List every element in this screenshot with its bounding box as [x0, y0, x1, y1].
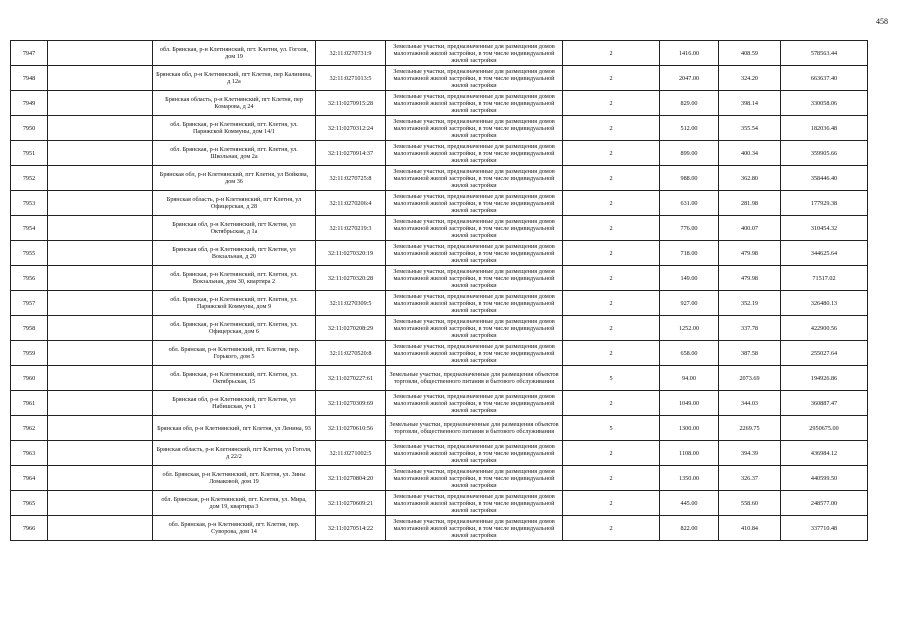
row-number: 7948 — [11, 66, 48, 91]
cadastral-value-cell: 177929.38 — [781, 191, 868, 216]
area-cell: 631.00 — [660, 191, 719, 216]
specific-value-cell: 2073.69 — [719, 366, 781, 391]
cadastral-value-cell: 337710.48 — [781, 516, 868, 541]
address-cell: обл. Брянская, р-н Клетнянский, пгт. Клетня, ул. Парижской Коммуны, дом 9 — [153, 291, 316, 316]
land-use-cell: Земельные участки, предназначенные для размещения домов малоэтажной жилой застройки, в том числе индивидуальной жилой застройки — [386, 466, 563, 491]
table-row — [11, 491, 868, 516]
row-number: 7959 — [11, 341, 48, 366]
group-cell: 2 — [563, 391, 660, 416]
land-use-cell: Земельные участки, предназначенные для размещения домов малоэтажной жилой застройки, в том числе индивидуальной жилой застройки — [386, 216, 563, 241]
cadastral-value-cell: 344625.64 — [781, 241, 868, 266]
specific-value-cell: 344.03 — [719, 391, 781, 416]
blank-cell — [48, 491, 153, 516]
specific-value-cell: 394.39 — [719, 441, 781, 466]
cadastral-value-cell: 422900.56 — [781, 316, 868, 341]
specific-value-cell: 387.58 — [719, 341, 781, 366]
cadastral-value-cell: 194926.86 — [781, 366, 868, 391]
land-use-cell: Земельные участки, предназначенные для размещения домов малоэтажной жилой застройки, в том числе индивидуальной жилой застройки — [386, 91, 563, 116]
table-row — [11, 191, 868, 216]
group-cell: 2 — [563, 241, 660, 266]
cadastral-number-cell: 32:11:0270320:28 — [316, 266, 386, 291]
blank-cell — [48, 291, 153, 316]
group-cell: 2 — [563, 341, 660, 366]
cadastral-value-cell: 359905.66 — [781, 141, 868, 166]
land-use-cell: Земельные участки, предназначенные для размещения домов малоэтажной жилой застройки, в том числе индивидуальной жилой застройки — [386, 191, 563, 216]
group-cell: 2 — [563, 491, 660, 516]
address-cell: обл. Брянская, р-н Клетнянский, пгт. Клетня, ул. Октябрьская, 15 — [153, 366, 316, 391]
table-row — [11, 291, 868, 316]
specific-value-cell: 281.98 — [719, 191, 781, 216]
table-row — [11, 391, 868, 416]
cadastral-value-cell: 358446.40 — [781, 166, 868, 191]
area-cell: 1252.00 — [660, 316, 719, 341]
land-use-cell: Земельные участки, предназначенные для размещения домов малоэтажной жилой застройки, в том числе индивидуальной жилой застройки — [386, 516, 563, 541]
cadastral-value-cell: 248577.00 — [781, 491, 868, 516]
row-number: 7966 — [11, 516, 48, 541]
land-use-cell: Земельные участки, предназначенные для размещения домов малоэтажной жилой застройки, в том числе индивидуальной жилой застройки — [386, 266, 563, 291]
address-cell: Брянская область, р-н Клетнянский, пгт Клетня, пер Комарова, д 24 — [153, 91, 316, 116]
specific-value-cell: 408.59 — [719, 41, 781, 66]
cadastral-number-cell: 32:11:0270915:28 — [316, 91, 386, 116]
group-cell: 5 — [563, 366, 660, 391]
table-row — [11, 166, 868, 191]
area-cell: 1350.00 — [660, 466, 719, 491]
cadastral-value-cell: 663637.40 — [781, 66, 868, 91]
specific-value-cell: 337.78 — [719, 316, 781, 341]
specific-value-cell: 324.20 — [719, 66, 781, 91]
area-cell: 1049.00 — [660, 391, 719, 416]
table-row — [11, 41, 868, 66]
area-cell: 988.00 — [660, 166, 719, 191]
address-cell: обл. Брянская, р-н Клетнянский, пгт. Клетня, ул. Гоголя, дом 19 — [153, 41, 316, 66]
row-number: 7964 — [11, 466, 48, 491]
group-cell: 2 — [563, 291, 660, 316]
table-row — [11, 91, 868, 116]
specific-value-cell: 355.54 — [719, 116, 781, 141]
group-cell: 2 — [563, 66, 660, 91]
land-use-cell: Земельные участки, предназначенные для размещения домов малоэтажной жилой застройки, в том числе индивидуальной жилой застройки — [386, 66, 563, 91]
address-cell: Брянская обл, р-н Клетнянский, пгт Клетня, ул Ленина, 93 — [153, 416, 316, 441]
group-cell: 2 — [563, 441, 660, 466]
address-cell: Брянская обл, р-н Клетнянский, пгт Клетня, ул Войкова, дом 36 — [153, 166, 316, 191]
cadastral-value-cell: 182036.48 — [781, 116, 868, 141]
land-use-cell: Земельные участки, предназначенные для размещения домов малоэтажной жилой застройки, в том числе индивидуальной жилой застройки — [386, 141, 563, 166]
table-row — [11, 266, 868, 291]
row-number: 7962 — [11, 416, 48, 441]
cadastral-number-cell: 32:11:0270520:8 — [316, 341, 386, 366]
specific-value-cell: 479.98 — [719, 241, 781, 266]
table-row — [11, 341, 868, 366]
blank-cell — [48, 191, 153, 216]
cadastral-number-cell: 32:11:0270309:69 — [316, 391, 386, 416]
row-number: 7954 — [11, 216, 48, 241]
group-cell: 2 — [563, 166, 660, 191]
address-cell: обл. Брянская, р-н Клетнянский, пгт. Клетня, ул. Мира, дом 19, квартира 3 — [153, 491, 316, 516]
land-use-cell: Земельные участки, предназначенные для размещения домов малоэтажной жилой застройки, в том числе индивидуальной жилой застройки — [386, 491, 563, 516]
row-number: 7949 — [11, 91, 48, 116]
cadastral-number-cell: 32:11:0270609:21 — [316, 491, 386, 516]
table-row — [11, 441, 868, 466]
address-cell: Брянская обл, р-н Клетнянский, пгт Клетня, ул Набишская, уч 1 — [153, 391, 316, 416]
area-cell: 899.00 — [660, 141, 719, 166]
area-cell: 1108.00 — [660, 441, 719, 466]
group-cell: 2 — [563, 41, 660, 66]
land-use-cell: Земельные участки, предназначенные для размещения домов малоэтажной жилой застройки, в том числе индивидуальной жилой застройки — [386, 291, 563, 316]
area-cell: 718.00 — [660, 241, 719, 266]
group-cell: 2 — [563, 466, 660, 491]
row-number: 7955 — [11, 241, 48, 266]
area-cell: 927.00 — [660, 291, 719, 316]
table-row — [11, 316, 868, 341]
address-cell: обл. Брянская, р-н Клетнянский, пгт. Клетня, пер. Горького, дом 5 — [153, 341, 316, 366]
cadastral-number-cell: 32:11:0270309:5 — [316, 291, 386, 316]
land-use-cell: Земельные участки, предназначенные для размещения домов малоэтажной жилой застройки, в том числе индивидуальной жилой застройки — [386, 391, 563, 416]
cadastral-number-cell: 32:11:0270610:56 — [316, 416, 386, 441]
group-cell: 2 — [563, 516, 660, 541]
table-row — [11, 241, 868, 266]
cadastral-number-cell: 32:11:0270914:37 — [316, 141, 386, 166]
address-cell: Брянская область, р-н Клетнянский, пгт Клетня, ул Офицерская, д 28 — [153, 191, 316, 216]
blank-cell — [48, 416, 153, 441]
blank-cell — [48, 91, 153, 116]
table-row — [11, 366, 868, 391]
table-body — [11, 41, 868, 541]
group-cell: 2 — [563, 266, 660, 291]
table-row — [11, 116, 868, 141]
blank-cell — [48, 116, 153, 141]
specific-value-cell: 398.14 — [719, 91, 781, 116]
area-cell: 776.00 — [660, 216, 719, 241]
area-cell: 1300.00 — [660, 416, 719, 441]
table-row — [11, 416, 868, 441]
blank-cell — [48, 516, 153, 541]
specific-value-cell: 362.80 — [719, 166, 781, 191]
land-use-cell: Земельные участки, предназначенные для размещения домов малоэтажной жилой застройки, в том числе индивидуальной жилой застройки — [386, 316, 563, 341]
blank-cell — [48, 66, 153, 91]
row-number: 7953 — [11, 191, 48, 216]
cadastral-value-cell: 330058.06 — [781, 91, 868, 116]
group-cell: 2 — [563, 116, 660, 141]
address-cell: обл. Брянская, р-н Клетнянский, пгт. Клетня, ул. Парижской Коммуны, дом 14/1 — [153, 116, 316, 141]
address-cell: обл. Брянская, р-н Клетнянский, пгт. Клетня, ул. Офицерская, дом 6 — [153, 316, 316, 341]
group-cell: 2 — [563, 191, 660, 216]
row-number: 7956 — [11, 266, 48, 291]
blank-cell — [48, 141, 153, 166]
row-number: 7963 — [11, 441, 48, 466]
specific-value-cell: 479.98 — [719, 266, 781, 291]
table-row — [11, 216, 868, 241]
address-cell: обл. Брянская, р-н Клетнянский, пгт. Клетня, пер. Суворова, дом 14 — [153, 516, 316, 541]
area-cell: 445.00 — [660, 491, 719, 516]
area-cell: 94.00 — [660, 366, 719, 391]
land-use-cell: Земельные участки, предназначенные для размещения домов малоэтажной жилой застройки, в том числе индивидуальной жилой застройки — [386, 241, 563, 266]
blank-cell — [48, 441, 153, 466]
table-row — [11, 466, 868, 491]
blank-cell — [48, 266, 153, 291]
blank-cell — [48, 341, 153, 366]
row-number: 7957 — [11, 291, 48, 316]
cadastral-number-cell: 32:11:0270731:9 — [316, 41, 386, 66]
specific-value-cell: 2269.75 — [719, 416, 781, 441]
cadastral-value-cell: 255027.64 — [781, 341, 868, 366]
cadastral-number-cell: 32:11:0270725:8 — [316, 166, 386, 191]
cadastral-number-cell: 32:11:0270227:61 — [316, 366, 386, 391]
cadastral-value-cell: 436984.12 — [781, 441, 868, 466]
cadastral-number-cell: 32:11:0270320:19 — [316, 241, 386, 266]
cadastral-number-cell: 32:11:0270514:22 — [316, 516, 386, 541]
row-number: 7961 — [11, 391, 48, 416]
land-use-cell: Земельные участки, предназначенные для размещения объектов торговли, общественного питания и бытового обслуживания — [386, 366, 563, 391]
cadastral-number-cell: 32:11:0270206:4 — [316, 191, 386, 216]
cadastral-number-cell: 32:11:0270312:24 — [316, 116, 386, 141]
group-cell: 5 — [563, 416, 660, 441]
address-cell: Брянская обл, р-н Клетнянский, пгт Клетня, пер Калинина, д 12а — [153, 66, 316, 91]
cadastral-value-cell: 440599.50 — [781, 466, 868, 491]
group-cell: 2 — [563, 141, 660, 166]
row-number: 7951 — [11, 141, 48, 166]
blank-cell — [48, 241, 153, 266]
land-use-cell: Земельные участки, предназначенные для размещения домов малоэтажной жилой застройки, в том числе индивидуальной жилой застройки — [386, 341, 563, 366]
row-number: 7965 — [11, 491, 48, 516]
specific-value-cell: 326.37 — [719, 466, 781, 491]
group-cell: 2 — [563, 316, 660, 341]
address-cell: обл. Брянская, р-н Клетнянский, пгт. Клетня, ул. Школьная, дом 2а — [153, 141, 316, 166]
land-use-cell: Земельные участки, предназначенные для размещения объектов торговли, общественного питания и бытового обслуживания — [386, 416, 563, 441]
row-number: 7958 — [11, 316, 48, 341]
row-number: 7960 — [11, 366, 48, 391]
page-number: 458 — [876, 17, 888, 26]
address-cell: Брянская обл, р-н Клетнянский, пгт Клетня, ул Вокзальная, д 20 — [153, 241, 316, 266]
cadastral-value-cell: 310454.32 — [781, 216, 868, 241]
row-number: 7950 — [11, 116, 48, 141]
cadastral-number-cell: 32:11:0270804:20 — [316, 466, 386, 491]
cadastral-number-cell: 32:11:0271013:5 — [316, 66, 386, 91]
address-cell: обл. Брянская, р-н Клетнянский, пгт. Клетня, ул. Зины Ломаковой, дом 19 — [153, 466, 316, 491]
land-use-cell: Земельные участки, предназначенные для размещения домов малоэтажной жилой застройки, в том числе индивидуальной жилой застройки — [386, 41, 563, 66]
cadastral-value-cell: 360887.47 — [781, 391, 868, 416]
land-use-cell: Земельные участки, предназначенные для размещения домов малоэтажной жилой застройки, в том числе индивидуальной жилой застройки — [386, 166, 563, 191]
address-cell: Брянская обл, р-н Клетнянский, пгт Клетня, ул Октябрьская, д 1а — [153, 216, 316, 241]
cadastral-value-cell: 326480.13 — [781, 291, 868, 316]
area-cell: 512.00 — [660, 116, 719, 141]
table-row — [11, 516, 868, 541]
group-cell: 2 — [563, 216, 660, 241]
cadastral-number-cell: 32:11:0270208:29 — [316, 316, 386, 341]
area-cell: 2047.00 — [660, 66, 719, 91]
cadastral-value-cell: 2950675.00 — [781, 416, 868, 441]
land-use-cell: Земельные участки, предназначенные для размещения домов малоэтажной жилой застройки, в том числе индивидуальной жилой застройки — [386, 441, 563, 466]
cadastral-value-cell: 71517.02 — [781, 266, 868, 291]
cadastral-number-cell: 32:11:0270219:3 — [316, 216, 386, 241]
area-cell: 658.00 — [660, 341, 719, 366]
row-number: 7947 — [11, 41, 48, 66]
area-cell: 149.00 — [660, 266, 719, 291]
address-cell: Брянская область, р-н Клетнянский, пгт Клетня, ул Гоголя, д 22/2 — [153, 441, 316, 466]
blank-cell — [48, 466, 153, 491]
table-row — [11, 141, 868, 166]
cadastral-value-cell: 578563.44 — [781, 41, 868, 66]
area-cell: 1416.00 — [660, 41, 719, 66]
blank-cell — [48, 316, 153, 341]
area-cell: 822.00 — [660, 516, 719, 541]
blank-cell — [48, 216, 153, 241]
blank-cell — [48, 391, 153, 416]
row-number: 7952 — [11, 166, 48, 191]
specific-value-cell: 410.84 — [719, 516, 781, 541]
area-cell: 829.00 — [660, 91, 719, 116]
group-cell: 2 — [563, 91, 660, 116]
specific-value-cell: 400.34 — [719, 141, 781, 166]
address-cell: обл. Брянская, р-н Клетнянский, пгт. Клетня, ул. Вокзальная, дом 30, квартира 2 — [153, 266, 316, 291]
cadastral-value-table — [10, 40, 868, 541]
land-use-cell: Земельные участки, предназначенные для размещения домов малоэтажной жилой застройки, в том числе индивидуальной жилой застройки — [386, 116, 563, 141]
blank-cell — [48, 366, 153, 391]
table-row — [11, 66, 868, 91]
cadastral-number-cell: 32:11:0271002:5 — [316, 441, 386, 466]
specific-value-cell: 558.60 — [719, 491, 781, 516]
blank-cell — [48, 41, 153, 66]
specific-value-cell: 400.07 — [719, 216, 781, 241]
specific-value-cell: 352.19 — [719, 291, 781, 316]
blank-cell — [48, 166, 153, 191]
